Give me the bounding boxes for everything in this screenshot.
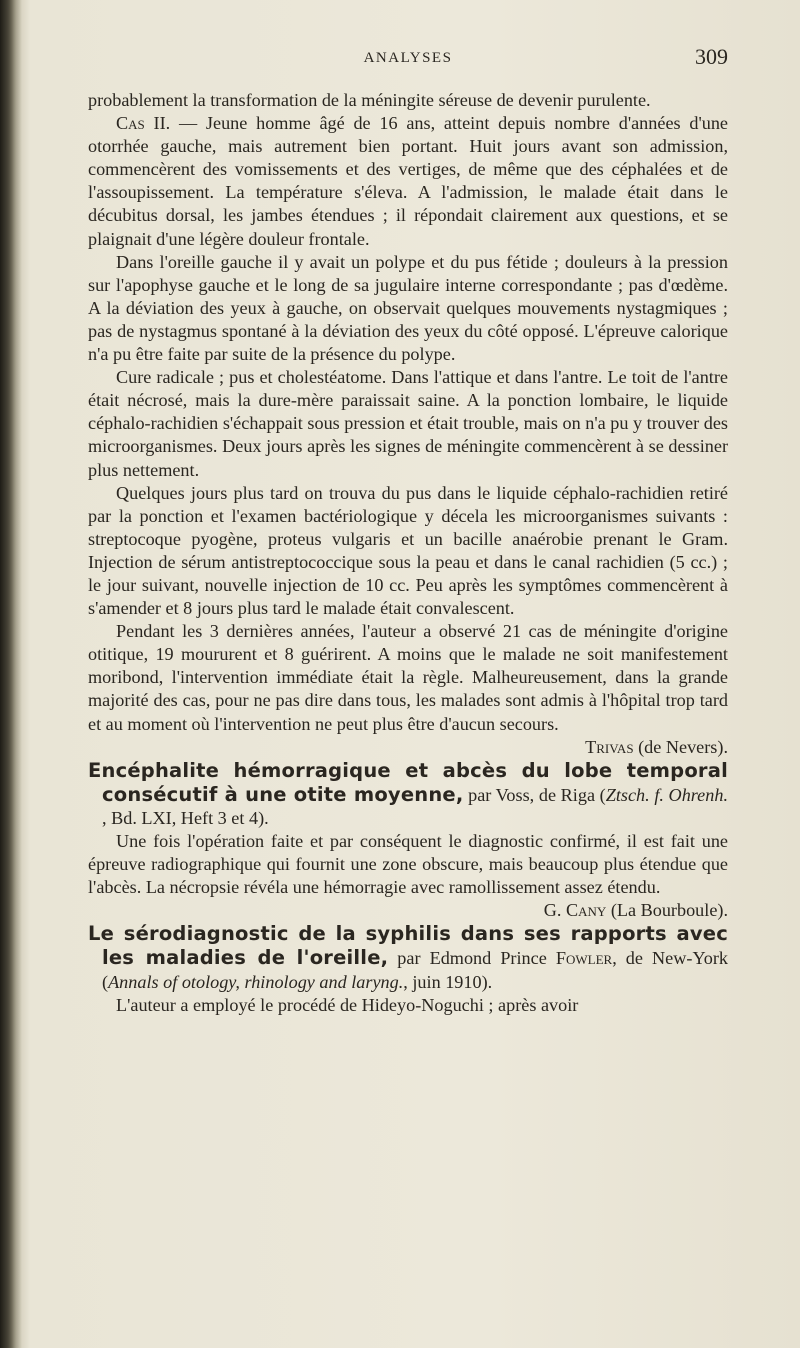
article-byline: par Voss, de Riga ( <box>463 784 606 805</box>
paragraph-text: II. — Jeune homme âgé de 16 ans, atteint depuis nombre d'années d'une otorrhée gauche, mais autrement bien portant. Huit jours avant son admission, commencèrent des vomissements et des vertiges, de même que des céphalées et de l'assoupissement. La température s'éleva. A l'admission, le malade était dans le décubitus dorsal, les jambes étendues ; il répondait clairement aux questions, et se plaignait d'une légère douleur frontale. <box>88 113 728 249</box>
case-label: Cas <box>116 113 145 134</box>
paragraph: probablement la transformation de la méningite séreuse de devenir purulente. <box>88 90 651 110</box>
author-place: , de New-York ( <box>102 948 729 992</box>
signature-place: (La Bourboule). <box>606 900 728 921</box>
running-title: ANALYSES <box>363 50 453 66</box>
running-head <box>88 44 728 70</box>
paragraph <box>88 112 728 251</box>
paragraph: Dans l'oreille gauche il y avait un polype et du pus fétide ; douleurs à la pression sur l'apophyse gauche et le long de sa jugulaire interne correspondante ; pas d'œdème. A la déviation des yeux à gauche, on observait quelques mouvements nystagmiques ; pas de nystagmus spontané à la déviation des yeux du côté opposé. L'épreuve calorique n'a pu être faite par suite de la présence du polype. <box>88 251 728 365</box>
signature-name: Trivas <box>585 736 634 757</box>
signature <box>88 899 728 922</box>
article-heading <box>88 759 728 830</box>
journal-name: Annals of otology, rhinology and laryng. <box>108 971 404 992</box>
page-body <box>88 89 728 1017</box>
paragraph: L'auteur a employé le procédé de Hideyo-Noguchi ; après avoir <box>116 994 579 1015</box>
article-title: Encéphalite hémorragique et abcès du lobe temporal consécutif à une otite moyenne, <box>88 758 728 806</box>
signature-place: (de Nevers). <box>633 736 728 757</box>
signature-name: Cany <box>565 900 607 921</box>
signature-initial: G. <box>543 900 566 921</box>
journal-reference: , Bd. LXI, Heft 3 et 4). <box>102 807 269 828</box>
paragraph: Pendant les 3 dernières années, l'auteur a observé 21 cas de méningite d'origine otitique, 19 moururent et 8 guérirent. A moins que le malade ne soit manifestement moribond, l'intervention immédiate était la règle. Malheureusement, dans la grande majorité des cas, pour ne pas dire dans tous, les malades sont admis à l'hôpital trop tard et au moment où l'intervention ne peut plus être d'aucun secours. <box>88 621 728 734</box>
paragraph: Une fois l'opération faite et par conséquent le diagnostic confirmé, il est fait une épreuve radiographique qui fournit une zone obscure, mais beaucoup plus étendue que l'abcès. La nécropsie révéla une hémorragie avec ramollissement assez étendu. <box>88 831 728 898</box>
paragraph: Quelques jours plus tard on trouva du pus dans le liquide céphalo-rachidien retiré par la ponction et l'examen bactériologique y décela les microorganismes suivants : streptocoque pyogène, proteus vulgaris et un bacille anaérobie prenant le Gram. Injection de sérum antistreptococcique sous la peau et dans le canal rachidien (5 cc.) ; le jour suivant, nouvelle injection de 10 cc. Peu après les symptômes commencèrent à s'amender et 8 jours plus tard le malade était convalescent. <box>88 482 728 619</box>
page-number: 309 <box>695 44 728 69</box>
article-byline: par Edmond Prince <box>388 948 556 969</box>
article-title: Le sérodiagnostic de la syphilis dans ses rapports avec les maladies de l'oreille, <box>88 922 728 970</box>
author-name: Fowler <box>555 948 613 969</box>
article-heading <box>88 922 728 993</box>
journal-reference: , juin 1910). <box>403 971 493 992</box>
signature <box>88 736 728 759</box>
journal-name: Ztsch. f. Ohrenh. <box>605 784 728 805</box>
binding-gutter <box>0 0 22 1348</box>
paragraph: Cure radicale ; pus et cholestéatome. Dans l'attique et dans l'antre. Le toit de l'antre était nécrosé, mais la dure-mère paraissait saine. A la ponction lombaire, le liquide céphalo-rachidien s'échappait sous pression et était trouble, mais on n'a pu y trouver des microorganismes. Deux jours après les signes de méningite commencèrent à se dessiner plus nettement. <box>88 367 728 480</box>
